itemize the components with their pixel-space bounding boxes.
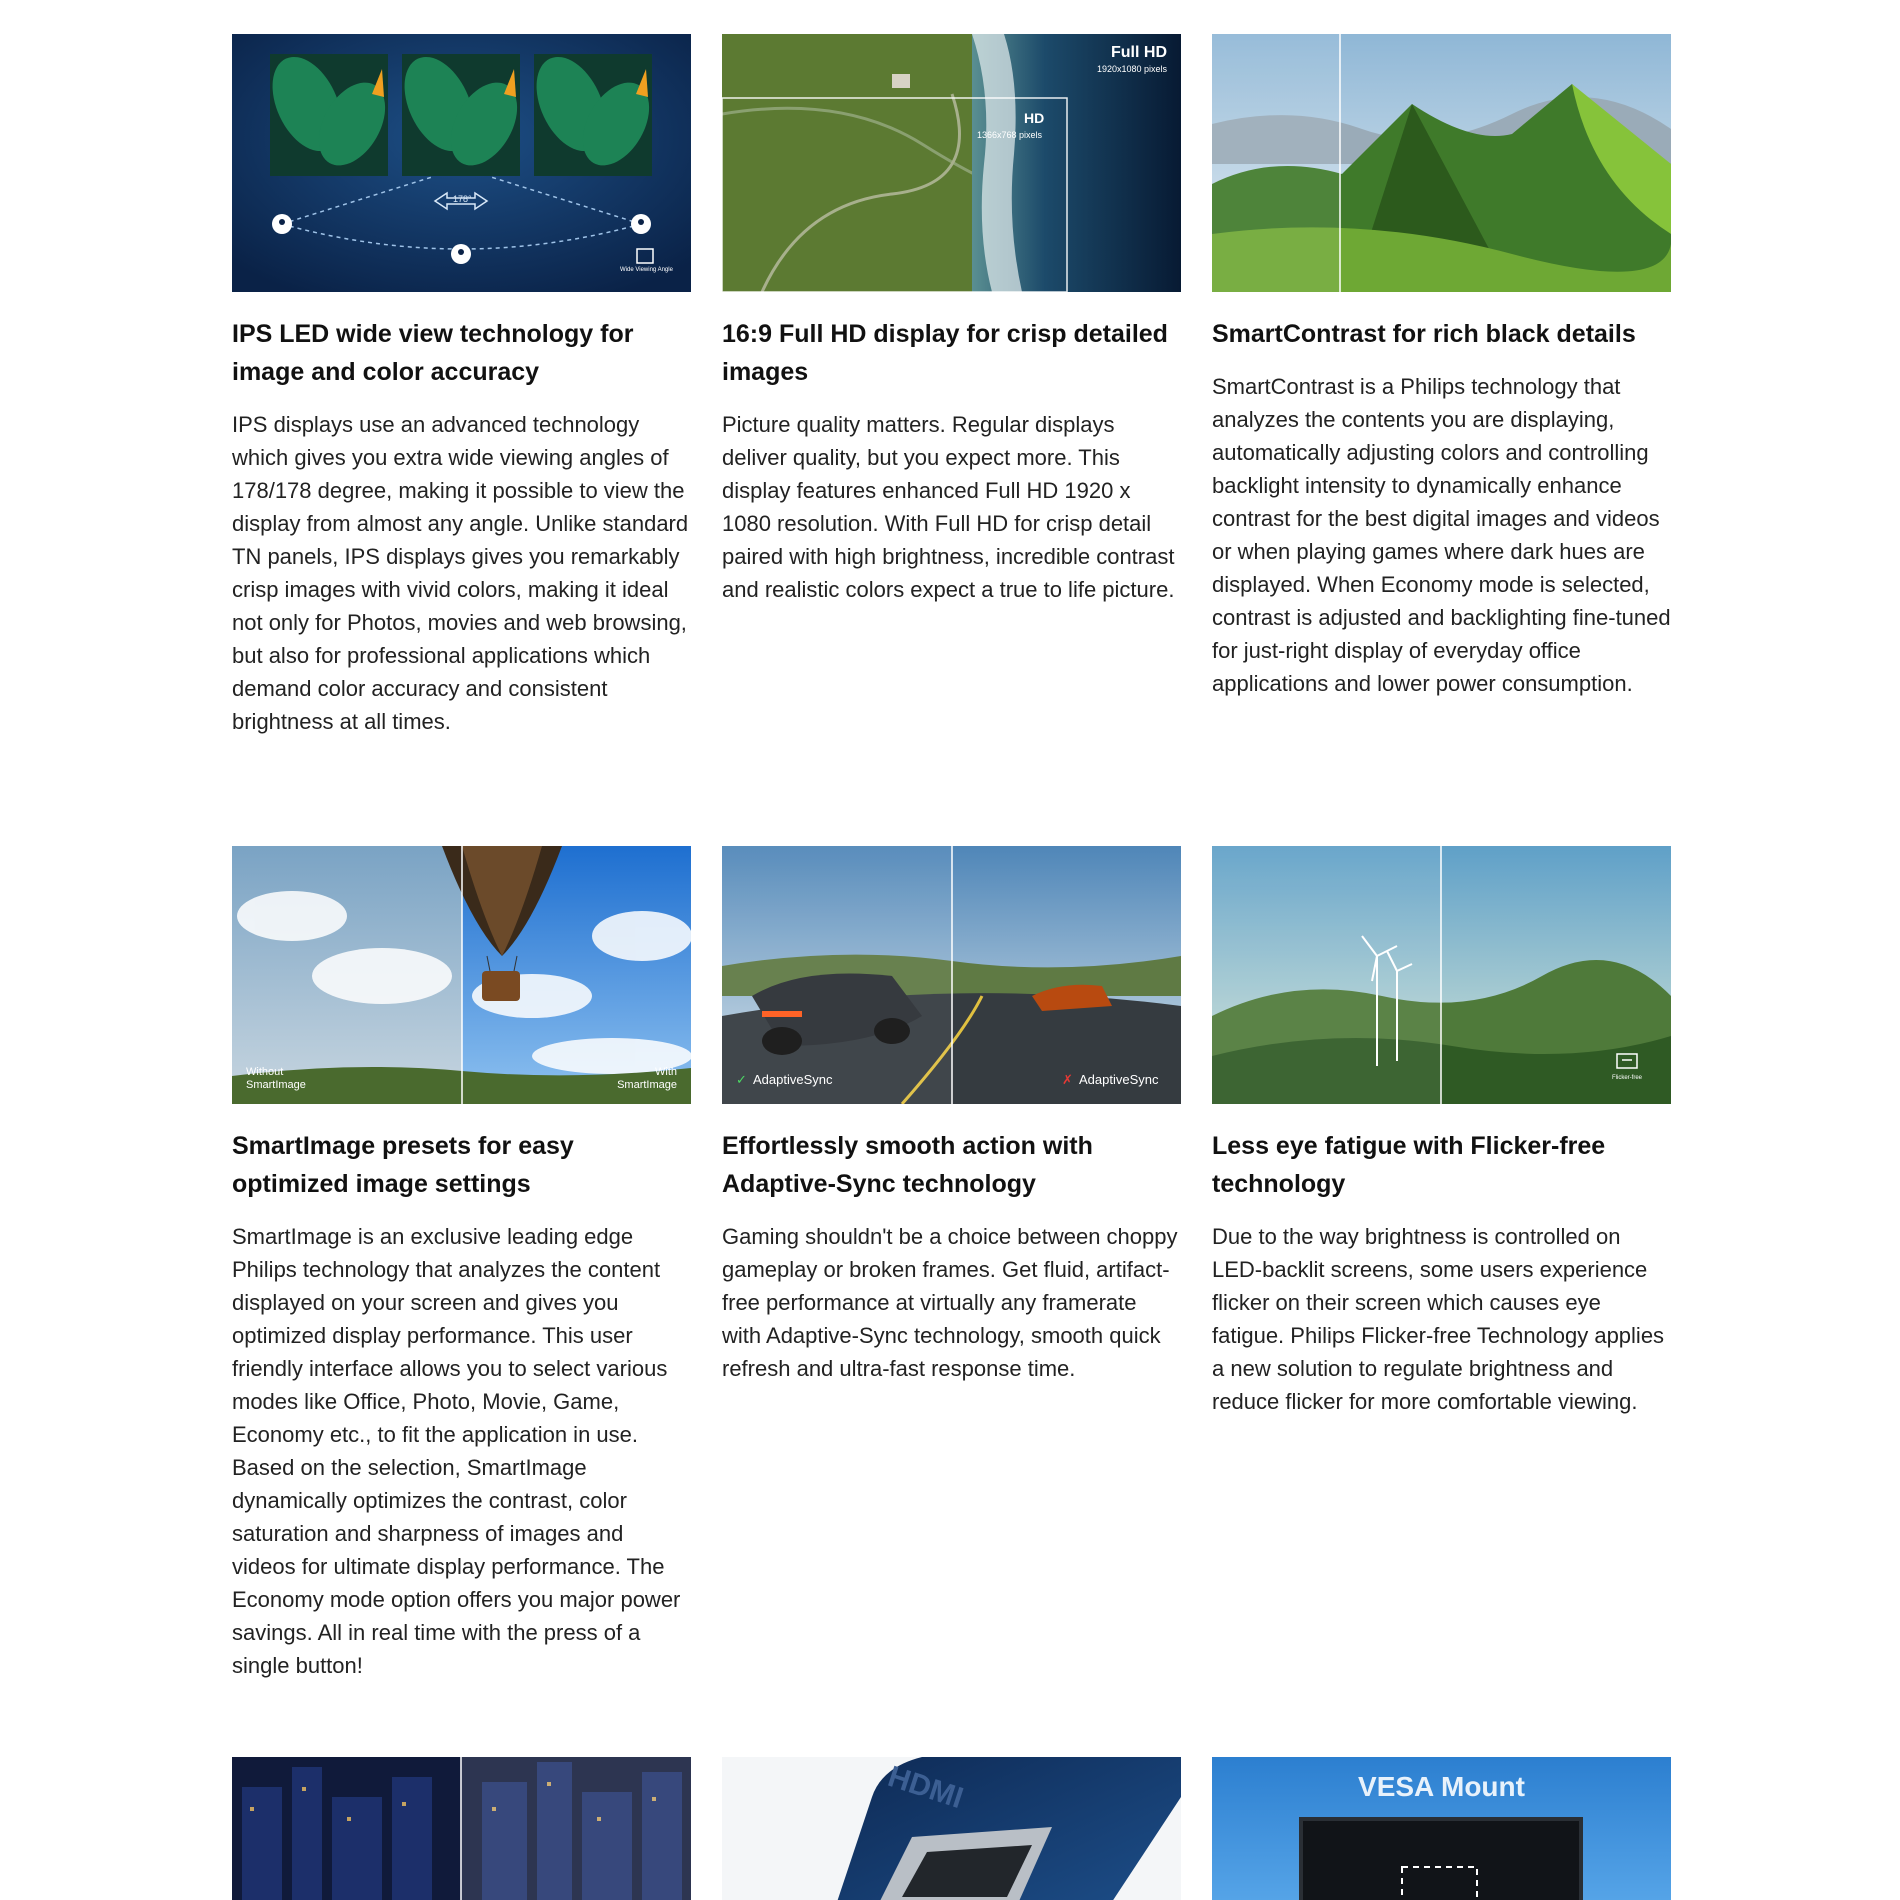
- feature-title: SmartImage presets for easy optimized image settings: [232, 1132, 574, 1198]
- hd-label: HD: [1024, 110, 1045, 126]
- with-smartimage-label-2: SmartImage: [617, 1079, 677, 1091]
- feature-card-hdmi: [722, 1757, 1181, 1900]
- feature-description: SmartImage is an exclusive leading edge Philips technology that analyzes the content displayed on your screen and gives you optimized display performance. This user friendly interface allows you to select various modes like Office, Photo, Movie, Game, Economy etc., to fit the application in use. Based on the selection, SmartImage dynamically optimizes the contrast, color saturation and sharpness of images and videos for ultimate display performance. The Economy mode option offers you major power savings. All in real time with the press of a single button!: [232, 1224, 681, 1678]
- hdmi-connector-text: HDMI: [883, 1759, 968, 1816]
- full-hd-resolution: 1920x1080 pixels: [1096, 64, 1167, 74]
- feature-title: IPS LED wide view technology for image and color accuracy: [232, 320, 634, 386]
- full-hd-label: Full HD: [1111, 44, 1167, 61]
- feature-description: Gaming shouldn't be a choice between choppy gameplay or broken frames. Get fluid, artifact-free performance at virtually any framerate with Adaptive-Sync technology, smooth quick refresh and ultra-fast response time.: [722, 1224, 1178, 1381]
- ips-wide-view-image: [232, 34, 691, 292]
- feature-description: Picture quality matters. Regular displays deliver quality, but you expect more. This display features enhanced Full HD 1920 x 1080 resolution. With Full HD for crisp detail paired with high brightness, incredible contrast and realistic colors expect a true to life picture.: [722, 412, 1175, 602]
- adaptive-sync-off-label: AdaptiveSync: [1079, 1072, 1159, 1087]
- with-smartimage-label-1: With: [655, 1066, 677, 1078]
- smartcontrast-image: [1212, 34, 1671, 292]
- adaptive-sync-car-image: [722, 846, 1181, 1104]
- adaptive-sync-on-label: AdaptiveSync: [753, 1072, 833, 1087]
- feature-title: Less eye fatigue with Flicker-free technology: [1212, 1132, 1606, 1198]
- vesa-mount-label: VESA Mount: [1358, 1771, 1525, 1802]
- feature-title: Effortlessly smooth action with Adaptive-Sync technology: [722, 1132, 1093, 1198]
- vesa-mount-image: [1212, 1757, 1671, 1900]
- without-smartimage-label-2: SmartImage: [246, 1079, 306, 1091]
- hdmi-connector-image: [722, 1757, 1181, 1900]
- flicker-free-windmill-image: [1212, 846, 1671, 1104]
- feature-card-adaptive-sync: [722, 846, 1181, 1385]
- feature-description: Due to the way brightness is controlled on LED-backlit screens, some users experience flicker on their screen which causes eye fatigue. Philips Flicker-free Technology applies a new solution to regulate brightness and reduce flicker for more comfortable viewing.: [1212, 1224, 1665, 1414]
- feature-card-flicker-free: [1212, 846, 1671, 1418]
- feature-card-city: [232, 1757, 691, 1900]
- feature-card-full-hd: [722, 34, 1181, 606]
- wide-viewing-angle-caption: Wide Viewing Angle: [620, 267, 673, 273]
- hd-resolution: 1366x768 pixels: [977, 130, 1043, 140]
- feature-description: SmartContrast is a Philips technology that analyzes the contents you are displaying, automatically adjusting colors and controlling backlight intensity to dynamically enhance contrast for the best digital images and videos or when playing games where dark hues are displayed. When Economy mode is selected, contrast is adjusted and backlighting fine-tuned for just-right display of everyday office applications and lower power consumption.: [1212, 374, 1671, 696]
- cross-icon: ✗: [1062, 1072, 1073, 1087]
- city-night-image: [232, 1757, 691, 1900]
- feature-card-smartimage: [232, 846, 691, 1682]
- feature-description: IPS displays use an advanced technology which gives you extra wide viewing angles of 178/178 degree, making it possible to view the display from almost any angle. Unlike standard TN panels, IPS displays gives you remarkably crisp images with vivid colors, making it ideal not only for Photos, movies and web browsing, but also for professional applications which demand color accuracy and consistent brightness at all times.: [232, 412, 689, 734]
- feature-card-ips: [232, 34, 691, 738]
- check-icon: ✓: [736, 1072, 747, 1087]
- viewing-angle-label: 178°: [453, 194, 472, 204]
- flicker-free-caption: Flicker-free: [1612, 1075, 1643, 1081]
- feature-card-smartcontrast: [1212, 34, 1671, 700]
- feature-title: SmartContrast for rich black details: [1212, 320, 1636, 348]
- full-hd-image: [722, 34, 1181, 292]
- smartimage-balloon-image: [232, 846, 691, 1104]
- feature-card-vesa: [1212, 1757, 1671, 1900]
- feature-title: 16:9 Full HD display for crisp detailed images: [722, 320, 1168, 386]
- without-smartimage-label-1: Without: [246, 1066, 284, 1078]
